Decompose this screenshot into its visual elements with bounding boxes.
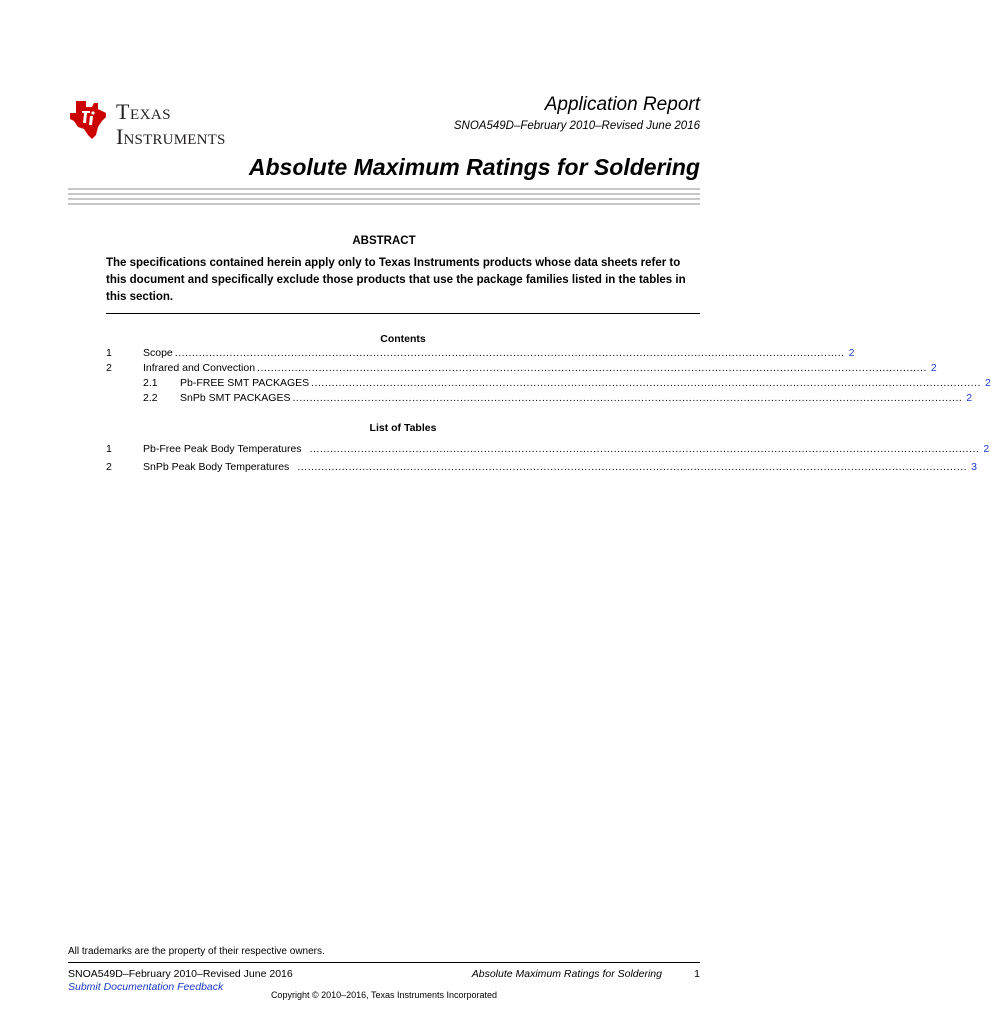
toc-item-title: Infrared and Convection (143, 362, 256, 374)
toc-item[interactable] (106, 346, 855, 361)
submit-feedback-link[interactable]: Submit Documentation Feedback (68, 981, 224, 993)
footer-page-number: 1 (694, 968, 700, 980)
toc-page-link[interactable]: 2 (984, 377, 991, 389)
table-page-link[interactable]: 2 (983, 443, 990, 455)
abstract-heading: ABSTRACT (352, 235, 416, 247)
toc-item-number: 2 (106, 362, 112, 374)
logo-text-line1: Texas (116, 99, 172, 124)
abstract-body: The specifications contained herein apply only to Texas Instruments products whose data sheets refer to this document and specifically exclude those products that use the package families listed in the tables in this section. (106, 257, 686, 303)
table-item-number: 1 (106, 443, 112, 455)
abstract-divider (106, 313, 700, 314)
toc-leader: .................................................................................................................................................................................................... (174, 347, 845, 359)
toc-leader: .................................................................................................................................................................................................... (309, 443, 980, 455)
logo-text-line2: Instruments (116, 124, 226, 149)
footer-rule (68, 962, 700, 963)
page-title: Absolute Maximum Ratings for Soldering (248, 154, 700, 180)
table-item-title: Pb-Free Peak Body Temperatures (143, 443, 302, 455)
toc-page-link[interactable]: 2 (848, 347, 855, 359)
toc-item-number: 1 (106, 347, 112, 359)
contents-heading: Contents (380, 333, 426, 345)
toc-leader: .................................................................................................................................................................................................... (257, 362, 927, 374)
toc-item[interactable] (106, 391, 973, 406)
toc-item[interactable] (106, 376, 991, 391)
table-item-title: SnPb Peak Body Temperatures (143, 461, 290, 473)
header-rule-band (68, 188, 700, 206)
doc-id: SNOA549D–February 2010–Revised June 2016 (453, 120, 700, 132)
toc-item-title: SnPb SMT PACKAGES (180, 392, 291, 404)
toc-page-link[interactable]: 2 (930, 362, 937, 374)
doc-type: Application Report (544, 94, 700, 115)
trademark-footnote: All trademarks are the property of their respective owners. (68, 946, 325, 957)
footer-doc-id: SNOA549D–February 2010–Revised June 2016 (68, 968, 293, 980)
table-list-item[interactable] (106, 460, 977, 475)
table-item-number: 2 (106, 461, 112, 473)
toc-leader: .................................................................................................................................................................................................... (311, 377, 981, 389)
footer-title: Absolute Maximum Ratings for Soldering (471, 968, 662, 980)
tables-heading: List of Tables (369, 422, 437, 434)
toc-leader: .................................................................................................................................................................................................... (297, 461, 968, 473)
toc-leader: .................................................................................................................................................................................................... (292, 392, 963, 404)
toc-item[interactable] (106, 361, 937, 376)
toc-item-title: Pb-FREE SMT PACKAGES (180, 377, 310, 389)
toc-page-link[interactable]: 2 (966, 392, 973, 404)
toc-item-number: 2.2 (143, 392, 158, 404)
toc-item-title: Scope (143, 347, 173, 359)
copyright: Copyright © 2010–2016, Texas Instruments Incorporated (270, 990, 498, 1000)
table-list-item[interactable] (106, 442, 990, 457)
ti-logo (68, 97, 268, 149)
toc-item-number: 2.1 (143, 377, 158, 389)
table-page-link[interactable]: 3 (971, 461, 977, 473)
ti-state-icon (68, 99, 108, 141)
